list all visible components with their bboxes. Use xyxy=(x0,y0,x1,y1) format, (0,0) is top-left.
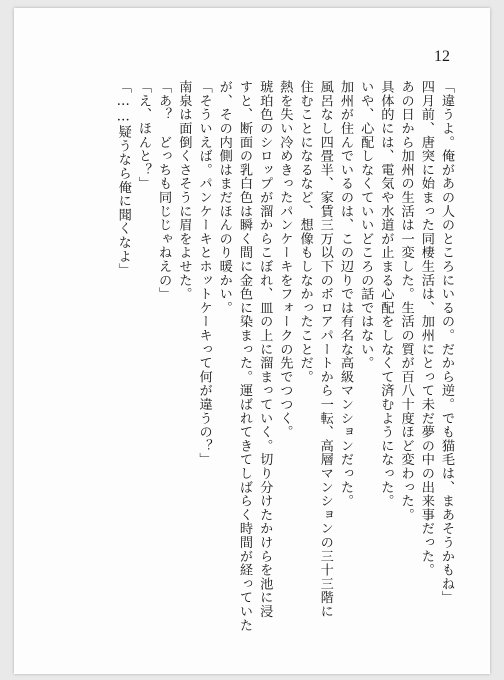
page-number: 12 xyxy=(434,48,450,65)
book-page xyxy=(14,8,490,674)
text-line: 「あ？ どっちも同じじゃねえの」 xyxy=(156,80,172,301)
text-line: 四月前、唐突に始まった同棲生活は、加州にとって未だ夢の中の出来事だった。 xyxy=(418,80,434,577)
text-line: 「そういえば。パンケーキとホットケーキって何が違うの？」 xyxy=(196,80,212,467)
text-line: 「違うよ。俺があの人のところにいるの。だから逆。でも猫毛は、まあそうかもね」 xyxy=(439,80,454,605)
text-line: 熱を失い冷めきったパンケーキをフォークの先でつつく。 xyxy=(277,80,293,439)
text-line: 住むことになるなど、想像もしなかったことだ。 xyxy=(297,80,313,384)
text-line: 風呂なし四畳半、家賃三万以下のボロアパートから一転、高層マンションの三十三階に xyxy=(317,80,333,619)
vertical-text-body xyxy=(113,80,456,632)
text-line: 琥珀色のシロップが溜からこぼれ、皿の上に溜まっていく。切り分けたかけらを池に浸 xyxy=(257,80,273,619)
text-line: 加州が住んでいるのは、この辺りでは有名な高級マンションだった。 xyxy=(337,80,353,508)
text-line: 南泉は面倒くさそうに眉をよせた。 xyxy=(176,80,192,301)
text-line: 「……疑うなら俺に聞くなよ」 xyxy=(115,80,131,277)
text-line: あの日から加州の生活は一変した。生活の質が百八十度ほど変わった。 xyxy=(398,80,414,522)
text-line: が、その内側はまだほんのり暖かい。 xyxy=(216,80,232,315)
text-line: いや、心配しなくていいどころの話ではない。 xyxy=(358,80,374,370)
text-line: すと、断面の乳白色は瞬く間に金色に染まった。運ばれてきてしばらく時間が経っていた xyxy=(236,80,252,632)
text-line: 「え、ほんと？」 xyxy=(135,80,151,191)
text-line: 具体的には、電気や水道が止まる心配をしなくて済むようになった。 xyxy=(378,80,394,508)
